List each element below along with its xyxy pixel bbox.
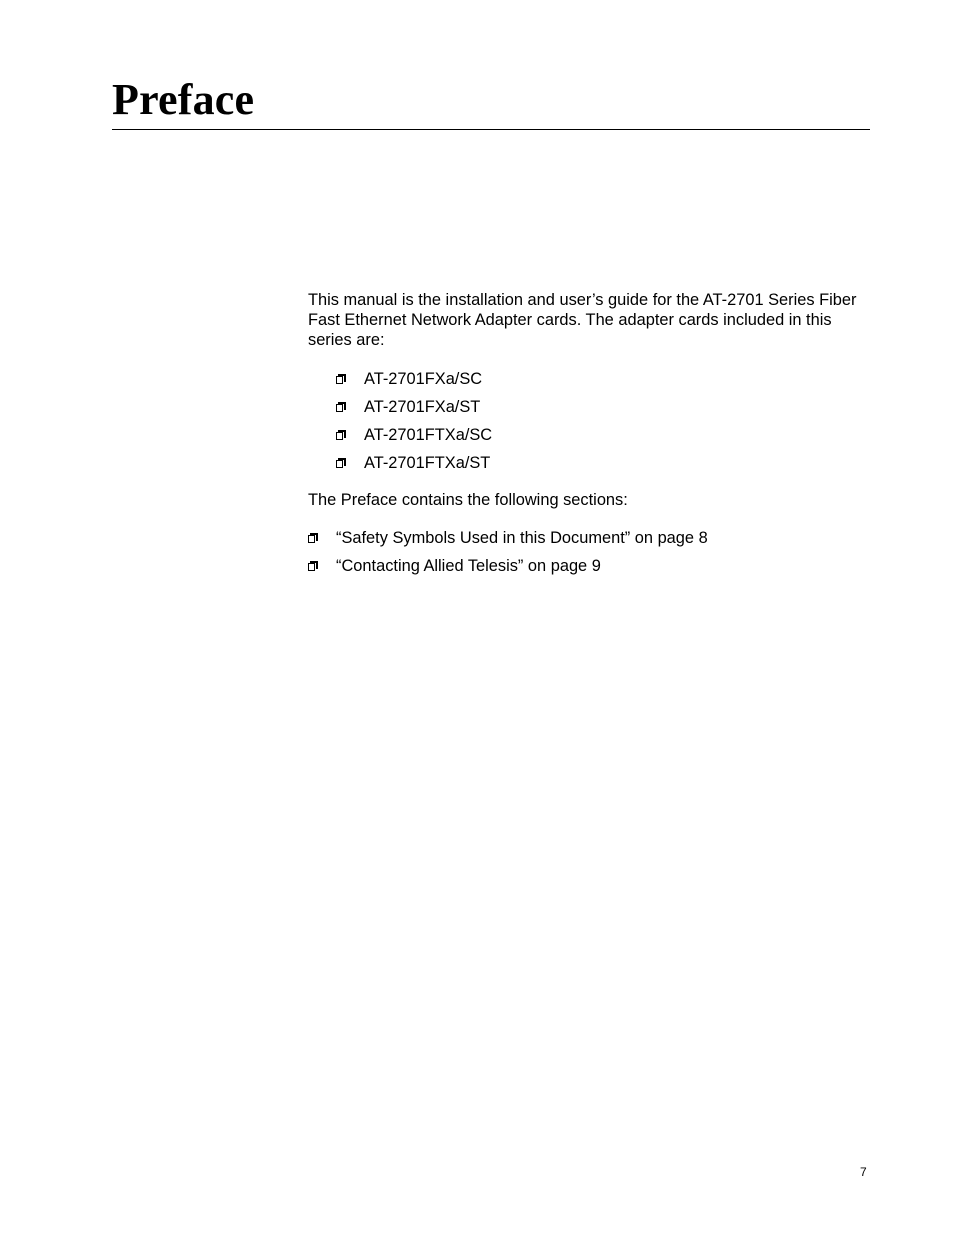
section-link-safety-symbols[interactable]: “Safety Symbols Used in this Document” on page 8: [336, 529, 708, 547]
list-item: [336, 453, 492, 481]
model-name: AT-2701FXa/SC: [364, 370, 483, 388]
model-list: [336, 369, 492, 481]
checkbox-bullet-icon: [336, 453, 348, 473]
page-title: Preface: [112, 75, 255, 124]
list-item: [336, 369, 492, 397]
intro-paragraph: This manual is the installation and user’s guide for the AT-2701 Series Fiber Fast Ethernet Network Adapter cards. The adapter cards included in this series are:: [308, 291, 857, 349]
checkbox-bullet-icon: [336, 425, 348, 445]
checkbox-bullet-icon: [308, 528, 320, 548]
page-number: 7: [860, 1165, 867, 1179]
list-item[interactable]: [308, 528, 708, 556]
model-name: AT-2701FTXa/SC: [364, 426, 493, 444]
checkbox-bullet-icon: [308, 556, 320, 576]
list-item: [336, 397, 492, 425]
checkbox-bullet-icon: [336, 397, 348, 417]
section-link-contacting-allied-telesis[interactable]: “Contacting Allied Telesis” on page 9: [336, 557, 601, 575]
list-item[interactable]: [308, 556, 708, 584]
list-item: [336, 425, 492, 453]
title-divider: [112, 129, 870, 130]
section-list: [308, 528, 708, 584]
sections-intro: The Preface contains the following sections:: [308, 491, 628, 509]
model-name: AT-2701FTXa/ST: [364, 454, 491, 472]
model-name: AT-2701FXa/ST: [364, 398, 481, 416]
checkbox-bullet-icon: [336, 369, 348, 389]
